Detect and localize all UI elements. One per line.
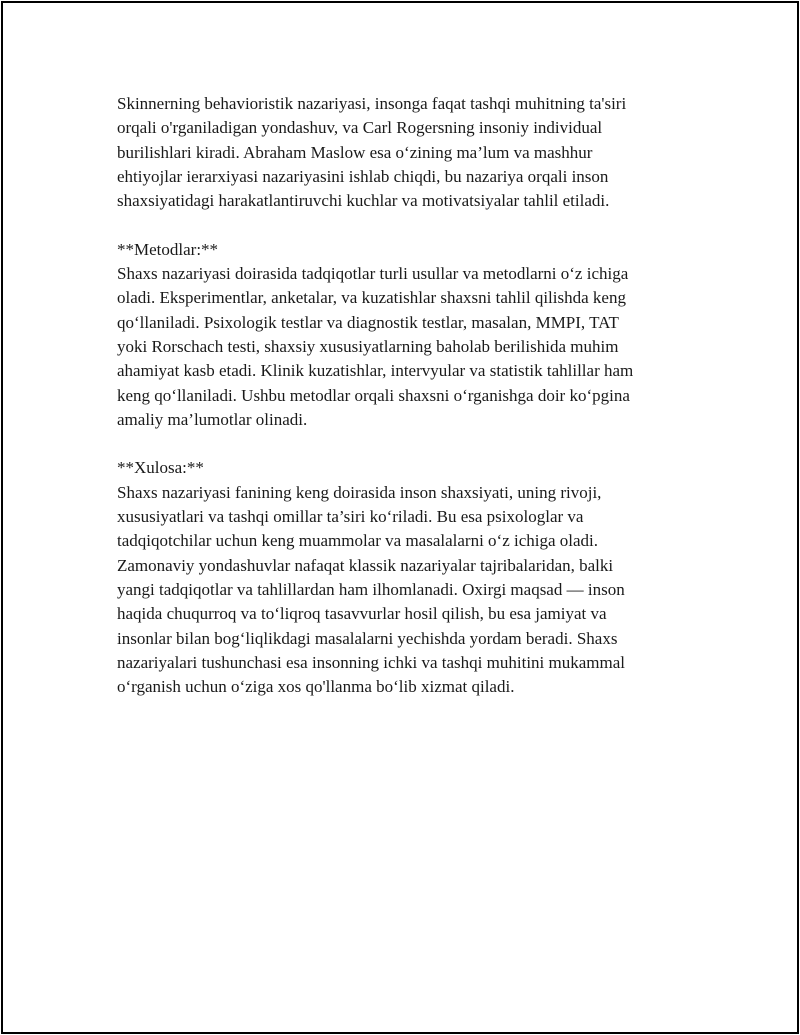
text-line: qo‘llaniladi. Psixologik testlar va diagnostik testlar, masalan, MMPI, TAT: [117, 312, 619, 332]
text-line: shaxsiyatidagi harakatlantiruvchi kuchlar va motivatsiyalar tahlil etiladi.: [117, 191, 610, 211]
text-line: yangi tadqiqotlar va tahlillardan ham ilhomlanadi. Oxirgi maqsad — inson: [117, 579, 625, 599]
text-line: ehtiyojlar ierarxiyasi nazariyasini ishlab chiqdi, bu nazariya orqali inson: [117, 166, 609, 186]
text-line: insonlar bilan bog‘liqlikdagi masalalarni yechishda yordam beradi. Shaxs: [117, 628, 618, 648]
text-line: oladi. Eksperimentlar, anketalar, va kuzatishlar shaxsni tahlil qilishda keng: [117, 288, 626, 308]
text-line: Shaxs nazariyasi doirasida tadqiqotlar turli usullar va metodlarni o‘z ichiga: [117, 264, 629, 284]
paragraph-intro: [117, 92, 687, 213]
text-line: keng qo‘llaniladi. Ushbu metodlar orqali shaxsni o‘rganishga doir ko‘pgina: [117, 385, 630, 405]
text-line: orqali o'rganiladigan yondashuv, va Carl Rogersning insoniy individual: [117, 118, 603, 138]
text-line: o‘rganish uchun o‘ziga xos qo'llanma bo‘lib xizmat qiladi.: [117, 677, 515, 697]
text-line: ahamiyat kasb etadi. Klinik kuzatishlar, intervyular va statistik tahlillar ham: [117, 361, 634, 381]
paragraph-spacer: [117, 432, 687, 456]
section-conclusion: [117, 456, 687, 699]
document-body: [117, 92, 687, 699]
text-line: nazariyalari tushunchasi esa insonning ichki va tashqi muhitini mukammal: [117, 652, 625, 672]
text-line: haqida chuqurroq va to‘liqroq tasavvurlar hosil qilish, bu esa jamiyat va: [117, 604, 607, 624]
text-line: Skinnerning behavioristik nazariyasi, insonga faqat tashqi muhitning ta'siri: [117, 94, 627, 113]
paragraph-spacer: [117, 213, 687, 237]
section-methods: [117, 238, 687, 432]
section-heading-methods: **Metodlar:**: [117, 239, 219, 259]
text-line: burilishlari kiradi. Abraham Maslow esa o‘zining ma’lum va mashhur: [117, 142, 593, 162]
text-line: Zamonaviy yondashuvlar nafaqat klassik nazariyalar tajribalaridan, balki: [117, 555, 614, 575]
text-line: yoki Rorschach testi, shaxsiy xususiyatlarning baholab berilishida muhim: [117, 336, 619, 356]
text-line: tadqiqotchilar uchun keng muammolar va masalalarni o‘z ichiga oladi.: [117, 531, 599, 551]
text-line: amaliy ma’lumotlar olinadi.: [117, 409, 308, 429]
text-line: xususiyatlari va tashqi omillar ta’siri ko‘riladi. Bu esa psixologlar va: [117, 507, 584, 527]
text-line: Shaxs nazariyasi fanining keng doirasida inson shaxsiyati, uning rivoji,: [117, 482, 602, 502]
section-heading-conclusion: **Xulosa:**: [117, 458, 204, 478]
